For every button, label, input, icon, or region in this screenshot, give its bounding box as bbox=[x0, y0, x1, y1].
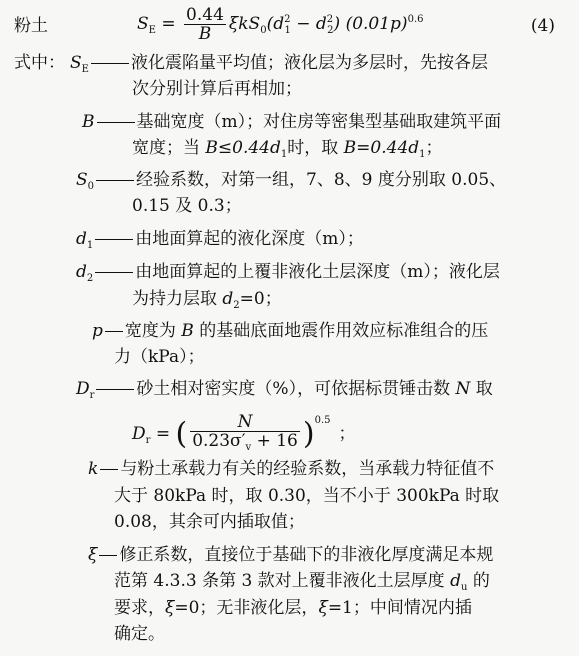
formula-expression: $S_E$ = $\frac{0.44}{B}$ $\xi kS_0(d^2_1 - d^2_2)$ $(0.01p)^{0.6}$ bbox=[137, 5, 424, 44]
em-dash bbox=[100, 469, 118, 470]
formula-line bbox=[0, 6, 579, 46]
em-dash bbox=[96, 180, 134, 181]
em-dash bbox=[105, 331, 123, 332]
soil-type-label: 粉土 bbox=[14, 16, 48, 36]
em-dash bbox=[95, 239, 133, 240]
document-page: 粉土 $S_E$ = $\frac{0.44}{B}$ $\xi kS_0(d^2_1 - d^2_2)$ $(0.01p)^{0.6}$ (4) 式中： $S_E$ 液化震陷量平均值；液化层为多层时，先按各层 次分别计算后再相加； B 基础宽度（m）；对住房等密集型基础取建筑平面 宽度；当 $B\le 0.44d_1$时，取 $B=0.44d_1$； $S_0$ 经验系数，对第一组，7、8、9 度分别取 0.05、 0.15 及 0.3； $d_1$ 由地面算起的液化深度（m）； $d_2$ 由地面算起的上覆非液化土层深度（m）；液化层 为持力层取 $d_2=0$； p 宽度为 B 的基础底面地震作用效应标准组合的压 力（kPa）； $D_r$ 砂土相对密实度（%），可依据标贯锤击数 N 取 $D_r$ = ( $\frac{N}{0.23\sigma'_v + 16}$ )$^{0.5}$； k 与粉土承载力有关的经验系数，当承载力特征值不 大于 80kPa 时，取 0.30，当不小于 300kPa 时取 0.08，其余可内插取值； ξ 修正系数，直接位于基础下的非液化厚度满足本规 范第 4.3.3 条第 3 款对上覆非液化土层厚度 $d_u$ 的 要求，ξ=0；无非液化层，ξ=1；中间情况内插 确定。 bbox=[0, 0, 579, 656]
em-dash bbox=[95, 272, 133, 273]
equation-number: (4) bbox=[530, 16, 555, 36]
def-symbol: S bbox=[70, 53, 82, 73]
def-Dr-formula: $D_r$ = ( $\frac{N}{0.23\sigma'_v + 16}$ )$^{0.5}$； bbox=[0, 404, 579, 448]
em-dash bbox=[96, 389, 134, 390]
formula-fraction: $\frac{0.44}{B}$ bbox=[186, 5, 224, 44]
em-dash bbox=[97, 122, 135, 123]
where-label: 式中： bbox=[14, 53, 65, 73]
em-dash bbox=[91, 63, 129, 64]
dr-fraction: $\frac{N}{0.23\sigma'_v + 16}$ bbox=[192, 411, 298, 453]
em-dash bbox=[99, 555, 117, 556]
